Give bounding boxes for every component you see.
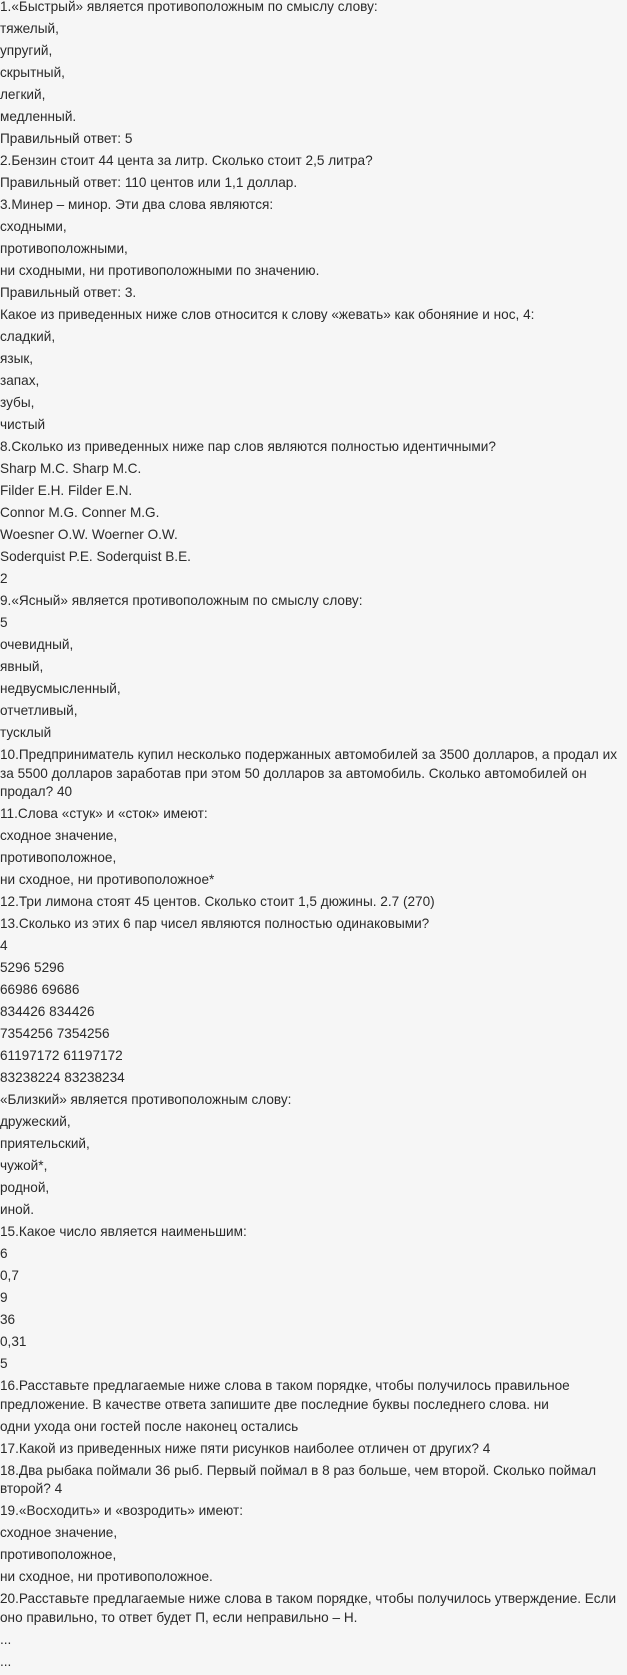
option-line: ни сходными, ни противоположными по значению. xyxy=(0,263,320,278)
question-text: «Близкий» является противоположным слову: xyxy=(0,1092,292,1107)
option-line: 61197172 61197172 xyxy=(0,1048,123,1063)
option-line: чистый xyxy=(0,417,46,432)
question-20-text: 20.Расставьте предлагаемые ниже слова в таком порядке, чтобы получилось утверждение. Если оно правильно, то ответ будет П, если неправильно – Н. xyxy=(0,1591,617,1625)
option-line: упругий, xyxy=(0,43,53,58)
ellipsis-line: ... xyxy=(0,1653,12,1669)
option-line: сладкий, xyxy=(0,329,56,344)
option-line: 5296 5296 xyxy=(0,960,65,975)
question-11-text: 11.Слова «стук» и «сток» имеют: xyxy=(0,806,208,821)
option-line: 36 xyxy=(0,1312,16,1327)
option-line: запах, xyxy=(0,373,40,388)
question-8-text: 8.Сколько из приведенных ниже пар слов являются полностью идентичными? xyxy=(0,439,496,454)
question-9-text: 9.«Ясный» является противоположным по смыслу слову: xyxy=(0,593,363,608)
option-line: Woesner O.W. Woerner O.W. xyxy=(0,527,178,542)
question-2-text: 2.Бензин стоит 44 цента за литр. Сколько стоит 2,5 литра? xyxy=(0,153,373,168)
option-line: чужой*, xyxy=(0,1158,48,1173)
question-18-text: 18.Два рыбака поймали 36 рыб. Первый поймал в 8 раз больше, чем второй. Сколько поймал второй? 4 xyxy=(0,1462,597,1496)
option-line: легкий, xyxy=(0,87,46,102)
option-line: язык, xyxy=(0,351,34,366)
option-line: сходными, xyxy=(0,219,67,234)
option-line: 7354256 7354256 xyxy=(0,1026,110,1041)
option-line: 66986 69686 xyxy=(0,982,80,997)
answer-line: 5 xyxy=(0,615,8,630)
question-15-text: 15.Какое число является наименьшим: xyxy=(0,1224,247,1239)
option-line: очевидный, xyxy=(0,637,74,652)
option-line: медленный. xyxy=(0,109,77,124)
answer-line: 2 xyxy=(0,571,8,586)
answer-line: Правильный ответ: 110 центов или 1,1 доллар. xyxy=(0,175,298,190)
ellipsis-line: ... xyxy=(0,1631,12,1647)
option-line: иной. xyxy=(0,1202,35,1217)
option-line: сходное значение, xyxy=(0,1525,118,1540)
option-line: Soderquist P.E. Soderquist B.E. xyxy=(0,549,191,564)
option-line: скрытный, xyxy=(0,65,65,80)
option-line: Sharp M.C. Sharp M.C. xyxy=(0,461,142,476)
question-17-text: 17.Какой из приведенных ниже пяти рисунков наиболее отличен от других? 4 xyxy=(0,1440,491,1456)
option-line: сходное значение, xyxy=(0,828,118,843)
option-line: противоположное, xyxy=(0,850,117,865)
question-12-text: 12.Три лимона стоят 45 центов. Сколько стоит 1,5 дюжины. 2.7 (270) xyxy=(0,894,435,909)
option-line: 6 xyxy=(0,1246,8,1261)
question-1-text: 1.«Быстрый» является противоположным по смыслу слову: xyxy=(0,0,378,14)
option-line: тусклый xyxy=(0,725,52,740)
question-16-text: 16.Расставьте предлагаемые ниже слова в таком порядке, чтобы получилось правильное предложение. В качестве ответа запишите две последние буквы последнего слова. ни xyxy=(0,1378,570,1412)
question-text: Какое из приведенных ниже слов относится к слову «жевать» как обоняние и нос, 4: xyxy=(0,307,535,322)
option-line: тяжелый, xyxy=(0,21,59,36)
option-line: родной, xyxy=(0,1180,50,1195)
option-line: 0,31 xyxy=(0,1334,27,1349)
option-line: зубы, xyxy=(0,395,35,410)
option-line: 9 xyxy=(0,1290,8,1305)
answer-line: 5 xyxy=(0,1356,8,1371)
option-line: 834426 834426 xyxy=(0,1004,95,1019)
question-19-text: 19.«Восходить» и «возродить» имеют: xyxy=(0,1503,243,1518)
word-list-line: одни ухода они гостей после наконец остались xyxy=(0,1418,299,1434)
option-line: приятельский, xyxy=(0,1136,90,1151)
answer-line: Правильный ответ: 3. xyxy=(0,285,137,300)
option-line: противоположными, xyxy=(0,241,128,256)
question-3-text: 3.Минер – минор. Эти два слова являются: xyxy=(0,197,274,212)
option-line: 83238224 83238234 xyxy=(0,1070,125,1085)
option-line: ни сходное, ни противоположное. xyxy=(0,1569,213,1584)
option-line: дружеский, xyxy=(0,1114,71,1129)
option-line: отчетливый, xyxy=(0,703,78,718)
option-line: Filder E.H. Filder E.N. xyxy=(0,483,133,498)
option-line: ни сходное, ни противоположное* xyxy=(0,872,215,887)
option-line: недвусмысленный, xyxy=(0,681,121,696)
option-line: явный, xyxy=(0,659,44,674)
question-13-text: 13.Сколько из этих 6 пар чисел являются полностью одинаковыми? xyxy=(0,916,430,931)
question-10-text: 10.Предприниматель купил несколько подержанных автомобилей за 3500 долларов, а продал их за 5500 долларов заработав при этом 50 долларов за автомобиль. Сколько автомобилей он продал? 40 xyxy=(0,747,618,799)
answer-line: 4 xyxy=(0,938,8,953)
option-line: 0,7 xyxy=(0,1268,19,1283)
option-line: Connor M.G. Conner M.G. xyxy=(0,505,160,520)
option-line: противоположное, xyxy=(0,1547,117,1562)
answer-line: Правильный ответ: 5 xyxy=(0,131,133,146)
